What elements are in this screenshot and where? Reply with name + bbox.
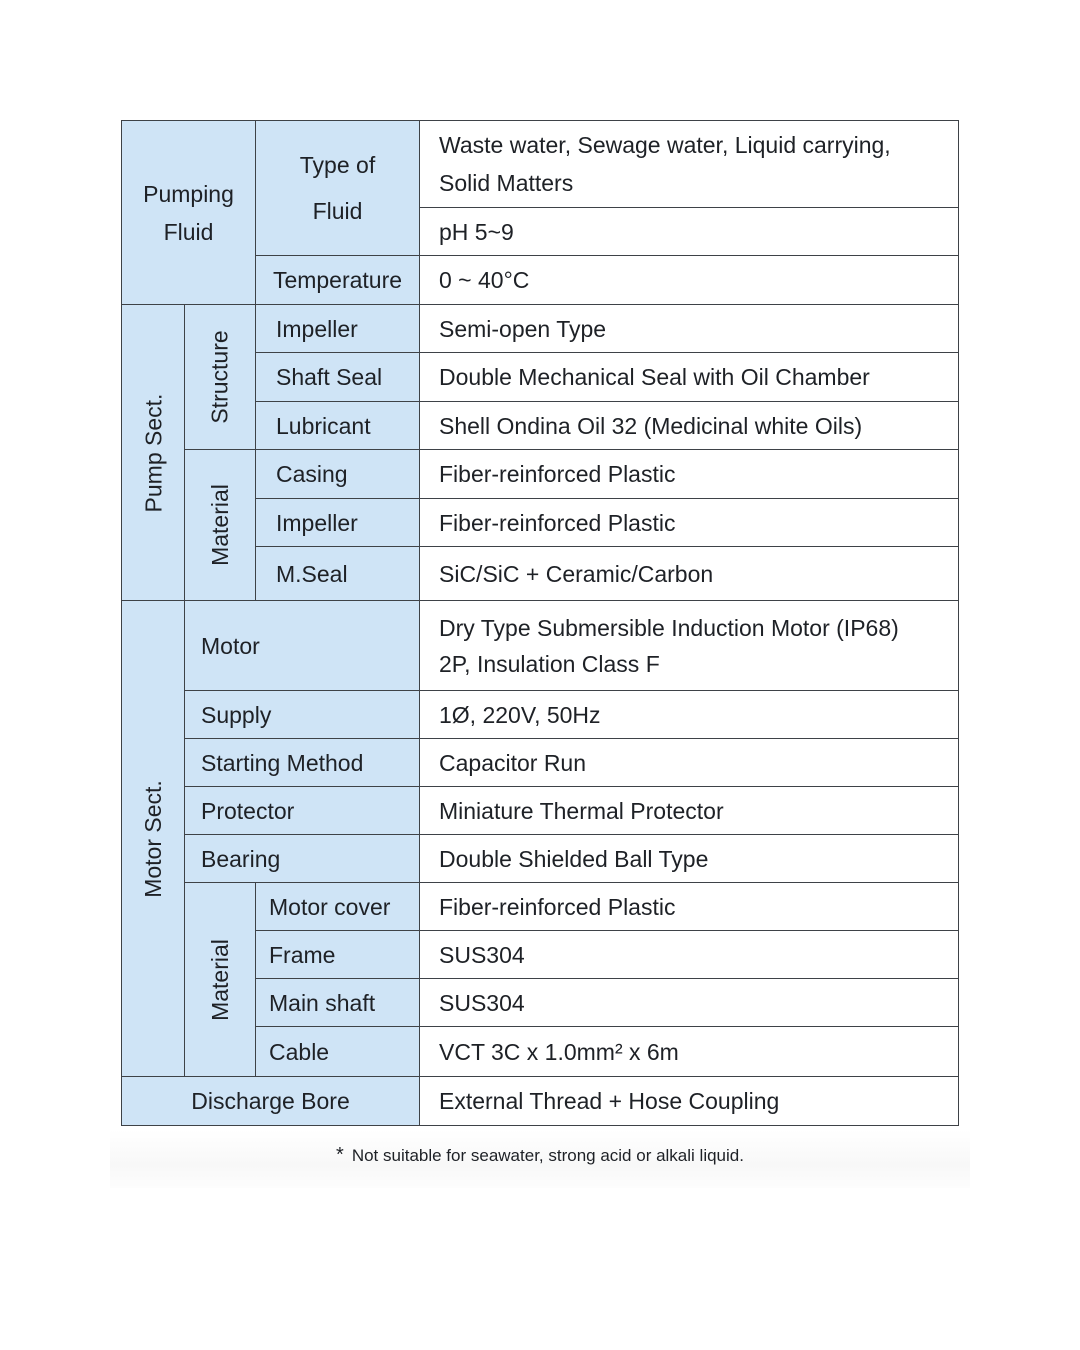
type-of-fluid-value-2: pH 5~9 [439,218,514,245]
protector-value: Miniature Thermal Protector [439,797,724,824]
starting-method-label: Starting Method [201,749,364,776]
lubricant-label: Lubricant [276,412,371,439]
motor-value: Dry Type Submersible Induction Motor (IP68) 2P, Insulation Class F [439,614,899,677]
row-casing-label [256,450,420,499]
footnote [0,1144,1080,1167]
row-type-of-fluid-value-1 [420,120,959,208]
group-structure [185,305,256,450]
motor-cover-value: Fiber-reinforced Plastic [439,893,676,920]
row-impeller-material-label [256,499,420,547]
row-bearing-label [185,835,420,883]
row-motor-value [420,601,959,691]
casing-value: Fiber-reinforced Plastic [439,461,676,487]
group-motor-material-label: Material [207,938,233,1021]
row-temperature-label [256,256,420,305]
group-pump-sect [121,305,185,601]
impeller-structure-value: Semi-open Type [439,315,607,342]
footnote-asterisk: * [336,1144,344,1166]
group-pump-material-label: Material [207,484,233,566]
bearing-value: Double Shielded Ball Type [439,845,709,872]
group-motor-sect [121,601,185,1077]
group-pumping-fluid-label: Pumping Fluid [143,180,234,245]
group-motor-material [185,883,256,1077]
type-of-fluid-label: Type of Fluid [299,152,376,224]
group-motor-sect-label: Motor Sect. [140,779,167,898]
row-motor-label [185,601,420,691]
row-protector-value [420,787,959,835]
row-impeller-structure-value [420,305,959,353]
temperature-value: 0 ~ 40°C [439,267,530,293]
bearing-label: Bearing [201,845,281,872]
motor-label: Motor [201,632,260,659]
cable-value: VCT 3C x 1.0mm² x 6m [439,1038,679,1065]
row-cable-label [256,1027,420,1077]
row-discharge-bore-value [420,1077,959,1126]
row-bearing-value [420,835,959,883]
row-frame-label [256,931,420,979]
row-type-of-fluid-label [256,120,420,256]
row-casing-value [420,450,959,499]
row-main-shaft-label [256,979,420,1027]
row-motor-cover-value [420,883,959,931]
motor-cover-label: Motor cover [269,893,391,920]
row-lubricant-value [420,402,959,450]
row-starting-method-label [185,739,420,787]
discharge-bore-value: External Thread + Hose Coupling [439,1088,780,1114]
impeller-material-value: Fiber-reinforced Plastic [439,509,676,536]
frame-value: SUS304 [439,941,525,968]
row-main-shaft-value [420,979,959,1027]
row-frame-value [420,931,959,979]
impeller-structure-label: Impeller [276,315,358,342]
group-pump-material [185,450,256,601]
row-m-seal-value [420,547,959,601]
row-starting-method-value [420,739,959,787]
shaft-seal-value: Double Mechanical Seal with Oil Chamber [439,364,870,390]
row-cable-value [420,1027,959,1077]
shaft-seal-label: Shaft Seal [276,364,383,390]
temperature-label: Temperature [272,267,403,293]
m-seal-value: SiC/SiC + Ceramic/Carbon [439,560,714,587]
frame-label: Frame [269,941,336,968]
m-seal-label: M.Seal [276,560,348,587]
row-m-seal-label [256,547,420,601]
row-shaft-seal-value [420,353,959,402]
supply-value: 1Ø, 220V, 50Hz [439,701,601,728]
row-supply-label [185,691,420,739]
footnote-text: Not suitable for seawater, strong acid or alkali liquid. [351,1146,744,1165]
row-supply-value [420,691,959,739]
row-lubricant-label [256,402,420,450]
row-motor-cover-label [256,883,420,931]
row-shaft-seal-label [256,353,420,402]
supply-label: Supply [201,701,272,728]
starting-method-value: Capacitor Run [439,749,587,776]
group-pump-sect-label: Pump Sect. [140,393,167,512]
cable-label: Cable [269,1038,330,1065]
group-pumping-fluid [121,120,256,305]
row-impeller-material-value [420,499,959,547]
row-protector-label [185,787,420,835]
main-shaft-label: Main shaft [269,989,376,1016]
impeller-material-label: Impeller [276,509,358,536]
discharge-bore-label: Discharge Bore [191,1088,350,1114]
lubricant-value: Shell Ondina Oil 32 (Medicinal white Oils) [439,412,863,439]
group-structure-label: Structure [207,330,234,424]
main-shaft-value: SUS304 [439,989,525,1016]
row-impeller-structure-label [256,305,420,353]
type-of-fluid-value-1: Waste water, Sewage water, Liquid carrying, Solid Matters [439,132,891,196]
row-discharge-bore-label [121,1077,420,1126]
row-temperature-value [420,256,959,305]
row-type-of-fluid-value-2 [420,208,959,256]
casing-label: Casing [276,461,348,487]
spec-table [121,120,959,1126]
protector-label: Protector [201,797,295,824]
